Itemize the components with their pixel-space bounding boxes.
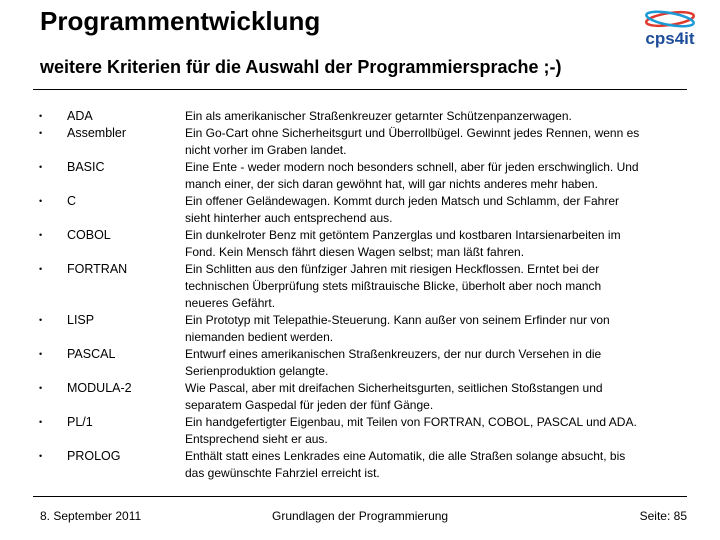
bullet: •: [39, 315, 43, 325]
language-description: Ein Prototyp mit Telepathie-Steuerung. Kann außer von seinem Erfinder nur von niemanden bedient werden.: [185, 313, 610, 344]
bullet: •: [39, 162, 43, 172]
bullet: •: [39, 349, 43, 359]
logo-text: cps4it: [645, 29, 695, 48]
language-description: Ein als amerikanischer Straßenkreuzer getarnter Schützenpanzerwagen.: [185, 109, 572, 123]
footer-page-number: Seite: 85: [639, 509, 687, 523]
slide-title: Programmentwicklung: [40, 6, 321, 36]
language-description: Enthält statt eines Lenkrades eine Automatik, die alle Straßen solange absucht, bis das gewünschte Fahrziel erreicht ist.: [185, 449, 626, 480]
footer-date: 8. September 2011: [40, 509, 142, 523]
language-description: Eine Ente - weder modern noch besonders schnell, aber für jeden erschwinglich. Und manch einer, der sich daran gewöhnt hat, will gar nichts anderes mehr haben.: [185, 160, 639, 191]
language-name: PASCAL: [67, 347, 116, 361]
language-description: Ein Go-Cart ohne Sicherheitsgurt und Überrollbügel. Gewinnt jedes Rennen, wenn es nicht vorher im Graben landet.: [185, 126, 640, 157]
language-description: Ein Schlitten aus den fünfziger Jahren mit riesigen Heckflossen. Erntet bei der technischen Überprüfung stets mißtrauische Blicke, überholt aber noch manch neueres Gefährt.: [185, 262, 602, 310]
language-description: Ein dunkelroter Benz mit getöntem Panzerglas und kostbaren Intarsienarbeiten im Fond. Kein Mensch fährt diesen Wagen selbst; man läßt fahren.: [185, 228, 621, 259]
language-name: ADA: [67, 109, 93, 123]
footer-course-title: Grundlagen der Programmierung: [272, 509, 449, 523]
bullet: •: [39, 111, 43, 121]
language-name: FORTRAN: [67, 262, 128, 276]
footer-divider: [33, 496, 687, 497]
bullet: •: [39, 417, 43, 427]
language-name: Assembler: [67, 126, 127, 140]
language-name: COBOL: [67, 228, 111, 242]
language-name: PL/1: [67, 415, 93, 429]
bullet: •: [39, 451, 43, 461]
language-description: Entwurf eines amerikanischen Straßenkreuzers, der nur durch Versehen in die Serienproduktion gelangte.: [185, 347, 602, 378]
language-name: PROLOG: [67, 449, 121, 463]
bullet: •: [39, 230, 43, 240]
cps4it-logo: [638, 8, 702, 50]
language-name: LISP: [67, 313, 95, 327]
language-name: BASIC: [67, 160, 105, 174]
bullet: •: [39, 196, 43, 206]
slide-subtitle: weitere Kriterien für die Auswahl der Programmiersprache ;-): [40, 57, 562, 77]
language-name: C: [67, 194, 77, 208]
language-description: Ein handgefertigter Eigenbau, mit Teilen von FORTRAN, COBOL, PASCAL und ADA. Entsprechend sieht er aus.: [185, 415, 637, 446]
bullet: •: [39, 383, 43, 393]
bullet: •: [39, 128, 43, 138]
language-description: Wie Pascal, aber mit dreifachen Sicherheitsgurten, seitlichen Stoßstangen und separatem Gaspedal für jeden der fünf Gänge.: [185, 381, 603, 412]
language-description: Ein offener Geländewagen. Kommt durch jeden Matsch und Schlamm, der Fahrer sieht hinterher auch entsprechend aus.: [185, 194, 620, 225]
language-name: MODULA-2: [67, 381, 132, 395]
bullet: •: [39, 264, 43, 274]
header-divider: [33, 89, 687, 90]
